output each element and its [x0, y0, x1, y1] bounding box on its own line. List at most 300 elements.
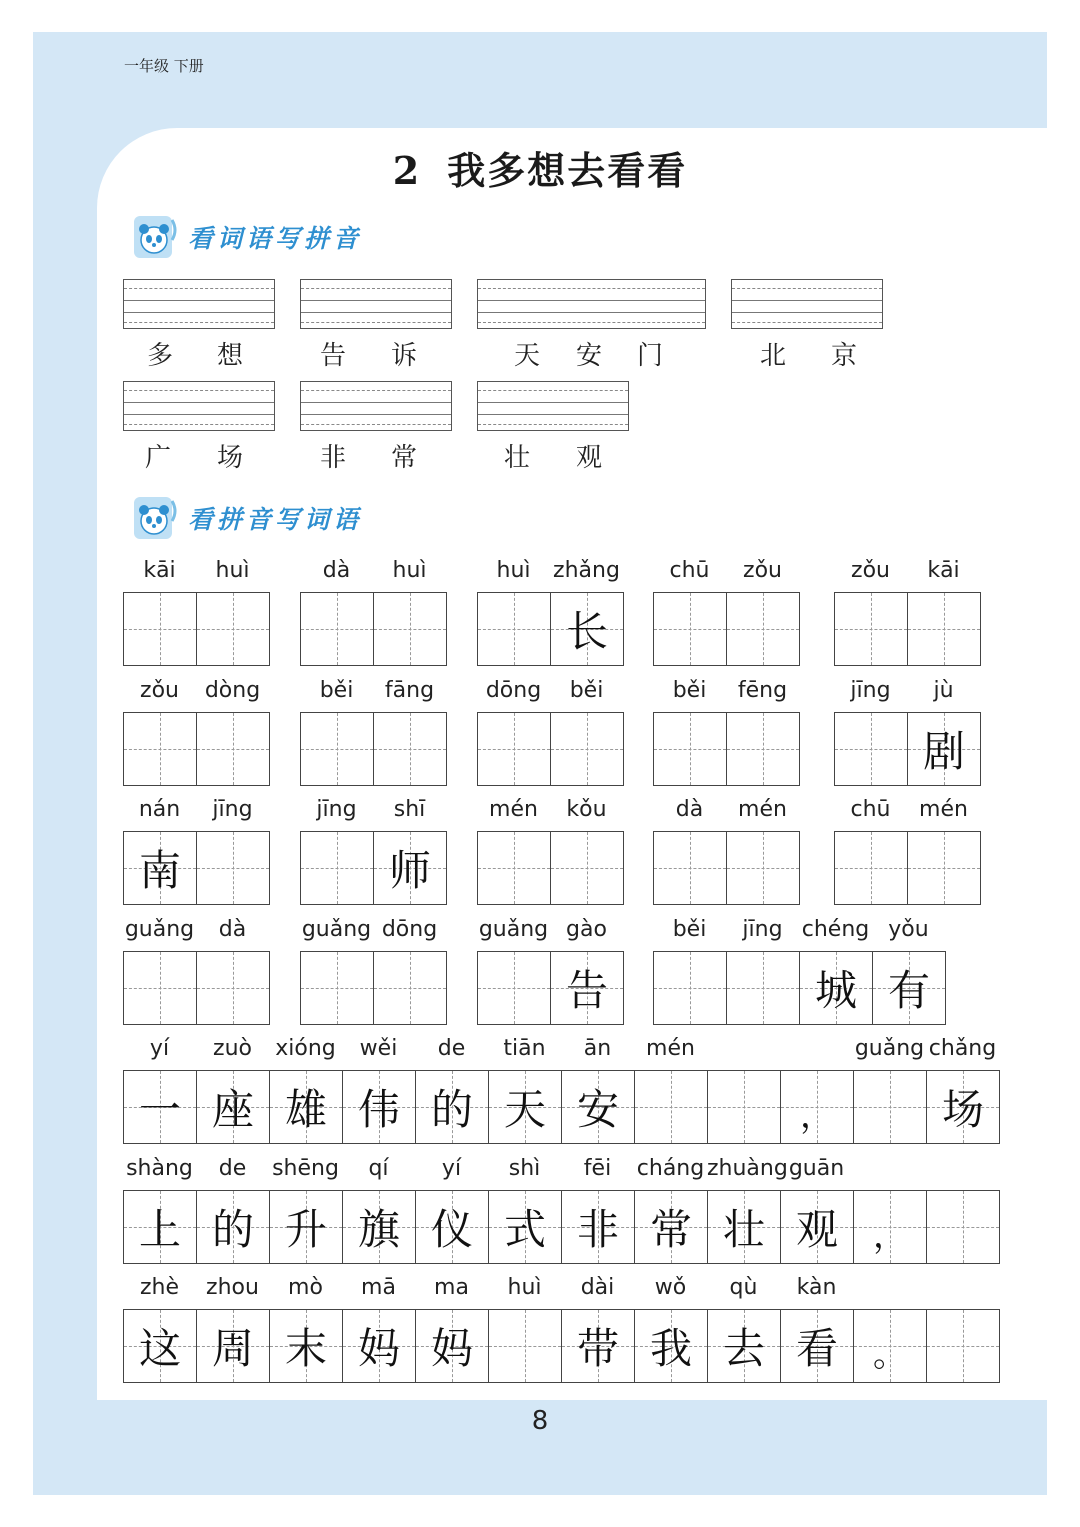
word-character: 多	[146, 341, 173, 371]
word-group	[477, 558, 623, 666]
word-character: 诉	[390, 341, 417, 371]
cell-row	[653, 951, 945, 1025]
cell-row	[477, 712, 623, 786]
word-group	[123, 797, 269, 905]
pinyin-label	[707, 1036, 780, 1066]
word-group	[834, 797, 980, 905]
writing-cell[interactable]	[834, 712, 908, 786]
pinyin-label: zuò	[213, 1036, 252, 1061]
writing-cell[interactable]	[342, 1309, 416, 1383]
word-group	[834, 558, 980, 666]
cell-row	[123, 951, 269, 1025]
cell-character	[908, 832, 980, 904]
writing-cell[interactable]	[707, 1190, 781, 1264]
writing-cell[interactable]	[726, 712, 800, 786]
cell-character	[478, 832, 550, 904]
cell-row	[653, 831, 799, 905]
cell-character	[197, 952, 269, 1024]
cell-row	[477, 831, 623, 905]
writing-cell[interactable]	[342, 1070, 416, 1144]
pinyin-label	[853, 1275, 926, 1305]
word-group	[477, 797, 623, 905]
pinyin-label: ān	[583, 1036, 612, 1061]
pinyin-label: zǒu	[140, 678, 179, 703]
pinyin-writing-box[interactable]	[123, 279, 275, 329]
writing-cell[interactable]	[907, 712, 981, 786]
cell-character	[197, 593, 269, 665]
cell-character: 场	[941, 1085, 984, 1134]
writing-cell[interactable]	[477, 831, 551, 905]
word-character: 非	[319, 443, 346, 473]
cell-character	[551, 713, 623, 785]
word-character: 观	[575, 443, 602, 473]
lesson-title	[0, 140, 1080, 195]
writing-cell[interactable]	[561, 1070, 635, 1144]
writing-cell[interactable]	[926, 1190, 1000, 1264]
pinyin-label: fāng	[384, 678, 435, 703]
pinyin-label: mén	[646, 1036, 695, 1061]
writing-cell[interactable]	[269, 1070, 343, 1144]
cell-character: 末	[284, 1324, 327, 1373]
cell-character	[654, 593, 726, 665]
writing-cell[interactable]	[550, 831, 624, 905]
writing-cell[interactable]	[726, 831, 800, 905]
pinyin-writing-box[interactable]	[300, 381, 452, 431]
pinyin-label: kàn	[796, 1275, 837, 1300]
writing-cell[interactable]	[196, 712, 270, 786]
cell-character: 带	[576, 1324, 619, 1373]
word-group	[300, 797, 446, 905]
pinyin-label: běi	[672, 678, 707, 703]
writing-cell[interactable]	[477, 712, 551, 786]
cell-character: ，	[800, 1096, 834, 1136]
cell-character	[835, 832, 907, 904]
pinyin-label: dà	[675, 797, 704, 822]
cell-character	[727, 713, 799, 785]
writing-cell[interactable]	[373, 712, 447, 786]
writing-line	[301, 414, 451, 415]
writing-cell[interactable]	[550, 951, 624, 1025]
pinyin-label: chū	[850, 797, 891, 822]
cell-character: 我	[649, 1324, 692, 1373]
cell-character	[727, 952, 799, 1024]
writing-cell[interactable]	[196, 951, 270, 1025]
writing-cell[interactable]	[123, 1070, 197, 1144]
writing-cell[interactable]	[780, 1190, 854, 1264]
writing-cell[interactable]	[853, 1070, 927, 1144]
word-group	[300, 678, 446, 786]
cell-character: 雄	[284, 1085, 327, 1134]
cell-character: 告	[565, 966, 608, 1015]
writing-cell[interactable]	[707, 1070, 781, 1144]
writing-cell[interactable]	[196, 1190, 270, 1264]
cell-character	[635, 1071, 707, 1143]
pinyin-label: dòng	[204, 678, 261, 703]
pinyin-row	[477, 797, 623, 827]
writing-cell[interactable]	[123, 712, 197, 786]
writing-cell[interactable]	[415, 1070, 489, 1144]
pinyin-label: huì	[507, 1275, 542, 1300]
writing-cell[interactable]	[300, 592, 374, 666]
writing-cell[interactable]	[561, 1190, 635, 1264]
cell-row	[477, 951, 623, 1025]
writing-cell[interactable]	[123, 592, 197, 666]
cell-character: 观	[795, 1205, 838, 1254]
writing-cell[interactable]	[196, 831, 270, 905]
pinyin-label: gào	[566, 917, 607, 942]
writing-line	[301, 424, 451, 425]
writing-cell[interactable]	[488, 1190, 562, 1264]
word-character: 壮	[503, 443, 530, 473]
pinyin-label: guǎng	[301, 917, 372, 942]
word-group	[123, 917, 269, 1025]
writing-cell[interactable]	[123, 1190, 197, 1264]
cell-row	[300, 831, 446, 905]
writing-cell[interactable]	[373, 831, 447, 905]
writing-line	[124, 288, 274, 289]
cell-character: 的	[430, 1085, 473, 1134]
cell-character: 仪	[430, 1205, 473, 1254]
word-character: 想	[216, 341, 243, 371]
writing-cell[interactable]	[550, 592, 624, 666]
writing-line	[478, 390, 628, 391]
writing-cell[interactable]	[300, 831, 374, 905]
pinyin-label: dōng	[381, 917, 438, 942]
cell-character: 师	[388, 846, 431, 895]
writing-cell[interactable]	[726, 592, 800, 666]
cell-row	[477, 592, 623, 666]
cell-character: 式	[503, 1205, 546, 1254]
pinyin-label: dōng	[485, 678, 542, 703]
pinyin-label: wěi	[359, 1036, 398, 1061]
cell-character	[124, 952, 196, 1024]
writing-line	[301, 312, 451, 313]
writing-cell[interactable]	[780, 1070, 854, 1144]
writing-line	[301, 402, 451, 403]
word-group	[834, 678, 980, 786]
pinyin-row	[300, 558, 446, 588]
cell-character	[835, 593, 907, 665]
pinyin-label: chū	[669, 558, 710, 583]
writing-cell[interactable]	[196, 1070, 270, 1144]
pinyin-label: jīng	[212, 797, 253, 822]
pinyin-label: běi	[319, 678, 354, 703]
cell-character	[727, 832, 799, 904]
word-group	[653, 797, 799, 905]
cell-row	[653, 712, 799, 786]
pinyin-writing-box[interactable]	[731, 279, 883, 329]
pinyin-label: shī	[393, 797, 426, 822]
cell-row	[300, 712, 446, 786]
pinyin-label: cháng	[636, 1156, 705, 1181]
writing-cell[interactable]	[634, 1070, 708, 1144]
pinyin-row	[477, 917, 623, 947]
pinyin-row	[653, 797, 799, 827]
writing-line	[124, 414, 274, 415]
cell-character	[301, 593, 373, 665]
pinyin-row	[834, 797, 980, 827]
pinyin-row	[300, 678, 446, 708]
pinyin-row	[123, 1275, 999, 1305]
pinyin-label: kāi	[927, 558, 960, 583]
cell-character: 妈	[357, 1324, 400, 1373]
writing-line	[732, 288, 882, 289]
pinyin-label: nán	[138, 797, 181, 822]
writing-cell[interactable]	[926, 1309, 1000, 1383]
word-group	[123, 678, 269, 786]
writing-cell[interactable]	[653, 831, 727, 905]
word-group	[653, 558, 799, 666]
pinyin-row	[123, 1036, 999, 1066]
pinyin-label: mén	[489, 797, 538, 822]
writing-cell[interactable]	[634, 1190, 708, 1264]
word-group	[300, 558, 446, 666]
pinyin-label: huì	[215, 558, 250, 583]
writing-cell[interactable]	[907, 592, 981, 666]
pinyin-label: jīng	[850, 678, 891, 703]
pinyin-label: zhuàng	[707, 1156, 788, 1181]
writing-line	[301, 390, 451, 391]
cell-character: 壮	[722, 1205, 765, 1254]
cell-character: 旗	[357, 1205, 400, 1254]
cell-character	[374, 713, 446, 785]
writing-cell[interactable]	[561, 1309, 635, 1383]
writing-cell[interactable]	[477, 951, 551, 1025]
pinyin-label: fēi	[583, 1156, 612, 1181]
writing-cell[interactable]	[269, 1309, 343, 1383]
cell-character	[301, 713, 373, 785]
cell-character	[927, 1310, 999, 1382]
writing-cell[interactable]	[269, 1190, 343, 1264]
pinyin-label: jù	[933, 678, 954, 703]
section1-header	[128, 212, 362, 262]
sentence-row	[123, 1275, 999, 1383]
pinyin-label: zhè	[139, 1275, 180, 1300]
cell-row	[123, 592, 269, 666]
writing-cell[interactable]	[415, 1190, 489, 1264]
pinyin-label: ma	[434, 1275, 469, 1300]
pinyin-label: qí	[368, 1156, 389, 1181]
cell-character	[124, 713, 196, 785]
writing-cell[interactable]	[488, 1309, 562, 1383]
writing-line	[301, 322, 451, 323]
pinyin-writing-box[interactable]	[477, 279, 706, 329]
pinyin-label: jīng	[316, 797, 357, 822]
sentence-row	[123, 1156, 999, 1264]
writing-line	[124, 322, 274, 323]
pinyin-row	[653, 558, 799, 588]
section2-title: 看拼音写词语	[188, 505, 363, 534]
word-character: 北	[759, 341, 786, 371]
writing-cell[interactable]	[834, 592, 908, 666]
writing-cell[interactable]	[799, 951, 873, 1025]
cell-character	[654, 713, 726, 785]
writing-cell[interactable]	[488, 1070, 562, 1144]
pinyin-row	[477, 558, 623, 588]
word-character: 门	[636, 341, 663, 371]
writing-line	[124, 402, 274, 403]
writing-cell[interactable]	[373, 592, 447, 666]
cell-character: ，	[873, 1216, 907, 1256]
pinyin-label	[926, 1156, 999, 1186]
word-group	[300, 917, 446, 1025]
cell-character	[927, 1191, 999, 1263]
cell-character: 一	[138, 1085, 181, 1134]
cell-character: 长	[565, 607, 608, 656]
writing-cell[interactable]	[300, 712, 374, 786]
pinyin-label: yí	[149, 1036, 170, 1061]
pinyin-label: chéng	[801, 917, 870, 942]
cell-row	[834, 592, 980, 666]
writing-line	[732, 312, 882, 313]
cell-character: 妈	[430, 1324, 473, 1373]
pinyin-label: guān	[788, 1156, 845, 1181]
cell-row	[123, 712, 269, 786]
writing-line	[124, 312, 274, 313]
cell-row	[653, 592, 799, 666]
cell-character	[124, 593, 196, 665]
pinyin-label: zhǎng	[553, 558, 620, 583]
cell-character: 去	[722, 1324, 765, 1373]
pinyin-label: de	[218, 1156, 247, 1181]
pinyin-row	[653, 678, 799, 708]
cell-character: 的	[211, 1205, 254, 1254]
word-group	[123, 558, 269, 666]
cell-character: 南	[138, 846, 181, 895]
word-group	[477, 917, 623, 1025]
pinyin-label: de	[437, 1036, 466, 1061]
cell-character	[654, 832, 726, 904]
writing-cell[interactable]	[477, 592, 551, 666]
writing-cell[interactable]	[872, 951, 946, 1025]
pinyin-label: dà	[322, 558, 351, 583]
cell-character: 周	[211, 1324, 254, 1373]
writing-cell[interactable]	[653, 951, 727, 1025]
cell-character	[197, 713, 269, 785]
pinyin-label: jīng	[742, 917, 783, 942]
pinyin-label: zhou	[206, 1275, 259, 1300]
writing-cell[interactable]	[834, 831, 908, 905]
word-group	[653, 917, 945, 1025]
pinyin-label: chǎng	[928, 1036, 997, 1061]
cell-character	[908, 593, 980, 665]
cell-character	[478, 713, 550, 785]
writing-cell[interactable]	[123, 951, 197, 1025]
cell-character: 。	[873, 1335, 907, 1375]
pinyin-label: kǒu	[566, 797, 607, 822]
writing-line	[478, 414, 628, 415]
cell-character: 升	[284, 1205, 327, 1254]
writing-line	[732, 300, 882, 301]
cell-character	[301, 952, 373, 1024]
pinyin-writing-box[interactable]	[300, 279, 452, 329]
pinyin-row	[653, 917, 945, 947]
pinyin-label	[853, 1156, 926, 1186]
pinyin-row	[123, 678, 269, 708]
pinyin-writing-box[interactable]	[477, 381, 629, 431]
pinyin-label: yǒu	[888, 917, 929, 942]
writing-cell[interactable]	[653, 592, 727, 666]
pinyin-label: mén	[919, 797, 968, 822]
pinyin-row	[300, 797, 446, 827]
writing-cell[interactable]	[123, 831, 197, 905]
cell-row	[123, 831, 269, 905]
writing-cell[interactable]	[853, 1309, 927, 1383]
pinyin-row	[477, 678, 623, 708]
writing-cell[interactable]	[707, 1309, 781, 1383]
cell-character	[197, 832, 269, 904]
writing-cell[interactable]	[196, 1309, 270, 1383]
word-group	[477, 678, 623, 786]
word-character: 京	[830, 341, 857, 371]
pinyin-row	[300, 917, 446, 947]
cell-character: 城	[814, 966, 857, 1015]
writing-cell[interactable]	[373, 951, 447, 1025]
grade-label: 一年级 下册	[124, 57, 204, 75]
pinyin-label: guǎng	[124, 917, 195, 942]
panda-icon	[128, 493, 184, 543]
cell-row	[123, 1190, 999, 1264]
pinyin-label: guǎng	[478, 917, 549, 942]
writing-line	[478, 402, 628, 403]
writing-line	[478, 288, 705, 289]
cell-character: 上	[138, 1205, 181, 1254]
writing-cell[interactable]	[415, 1309, 489, 1383]
cell-character: 伟	[357, 1085, 400, 1134]
cell-character: 这	[138, 1324, 181, 1373]
word-character: 天	[513, 341, 540, 371]
writing-line	[478, 300, 705, 301]
pinyin-label: shì	[508, 1156, 541, 1181]
writing-cell[interactable]	[634, 1309, 708, 1383]
writing-cell[interactable]	[853, 1190, 927, 1264]
writing-cell[interactable]	[726, 951, 800, 1025]
pinyin-row	[123, 917, 269, 947]
pinyin-label: kāi	[143, 558, 176, 583]
writing-cell[interactable]	[926, 1070, 1000, 1144]
pinyin-row	[123, 558, 269, 588]
writing-cell[interactable]	[300, 951, 374, 1025]
pinyin-label: mā	[361, 1275, 396, 1300]
word-character: 常	[390, 443, 417, 473]
writing-cell[interactable]	[550, 712, 624, 786]
writing-line	[124, 300, 274, 301]
pinyin-label: běi	[672, 917, 707, 942]
pinyin-label: huì	[392, 558, 427, 583]
cell-character	[489, 1310, 561, 1382]
cell-character: 有	[887, 966, 930, 1015]
writing-line	[301, 288, 451, 289]
pinyin-writing-box[interactable]	[123, 381, 275, 431]
cell-character	[301, 832, 373, 904]
writing-cell[interactable]	[342, 1190, 416, 1264]
cell-character	[374, 952, 446, 1024]
cell-character	[478, 593, 550, 665]
writing-line	[732, 322, 882, 323]
writing-cell[interactable]	[653, 712, 727, 786]
writing-cell[interactable]	[196, 592, 270, 666]
writing-line	[478, 424, 628, 425]
writing-cell[interactable]	[780, 1309, 854, 1383]
cell-row	[123, 1070, 999, 1144]
pinyin-label: běi	[569, 678, 604, 703]
writing-line	[301, 300, 451, 301]
writing-cell[interactable]	[123, 1309, 197, 1383]
lesson-number: 2	[392, 148, 422, 193]
cell-row	[834, 831, 980, 905]
cell-character: 剧	[922, 727, 965, 776]
writing-cell[interactable]	[907, 831, 981, 905]
